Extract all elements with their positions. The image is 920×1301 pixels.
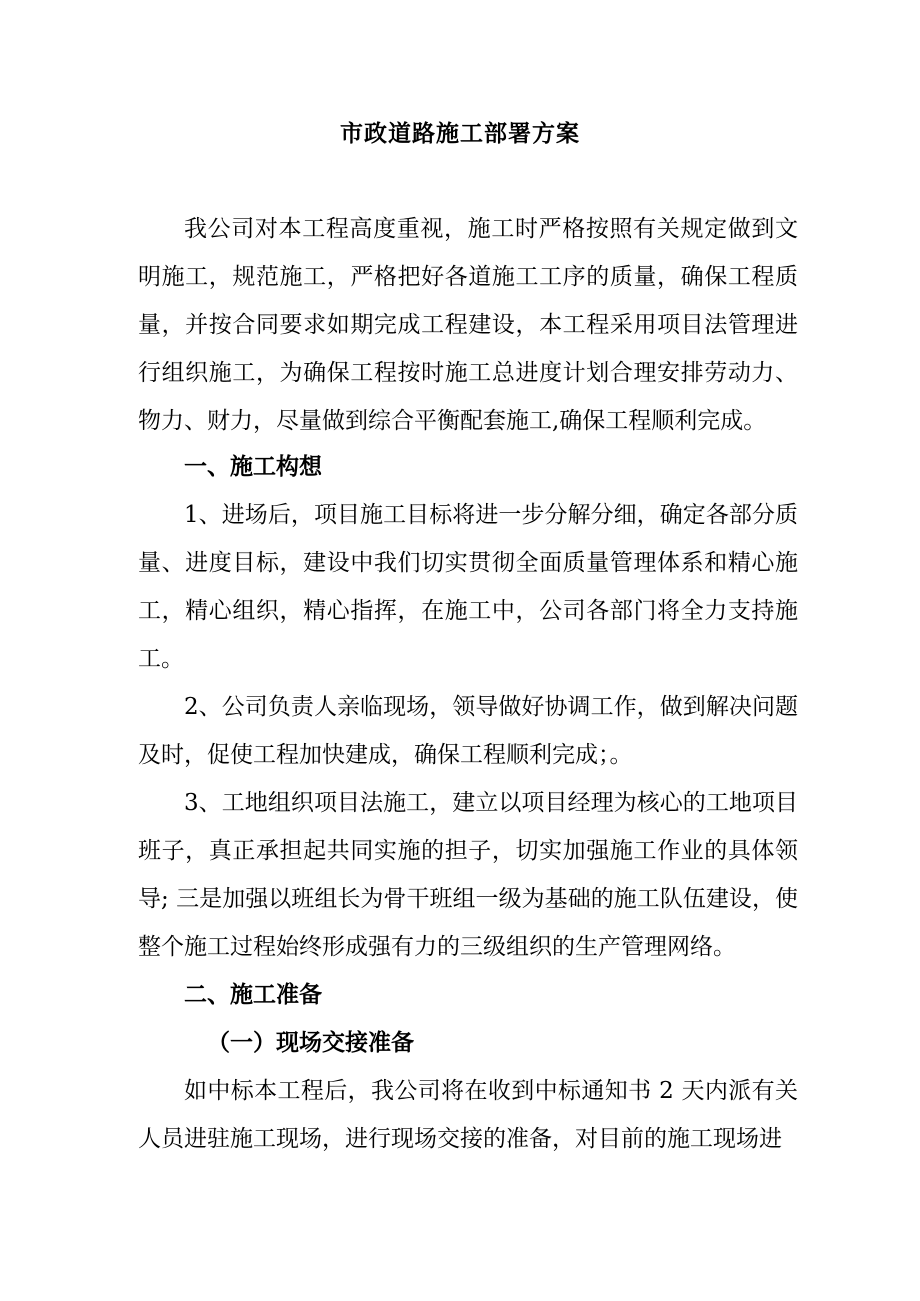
section-heading-1: 一、施工构想 bbox=[184, 453, 322, 480]
section1-item-1: 1、进场后，项目施工目标将进一步分解分细，确定各部分质量、进度目标，建设中我们切实贯彻全面质量管理体系和精心施工，精心组织，精心指挥，在施工中，公司各部门将全力支持施工。 bbox=[138, 502, 798, 672]
intro-block bbox=[138, 205, 798, 445]
body-block bbox=[138, 443, 798, 1163]
intro-paragraph: 我公司对本工程高度重视，施工时严格按照有关规定做到文明施工，规范施工，严格把好各道施工工序的质量，确保工程质量，并按合同要求如期完成工程建设，本工程采用项目法管理进行组织施工，为确保工程按时施工总进度计划合理安排劳动力、物力、财力，尽量做到综合平衡配套施工,确保工程顺利完成。 bbox=[138, 216, 798, 434]
section2-paragraph: 如中标本工程后，我公司将在收到中标通知书 2 天内派有关人员进驻施工现场，进行现场交接的准备，对目前的施工现场进 bbox=[138, 1078, 798, 1152]
section1-item-2: 2、公司负责人亲临现场，领导做好协调工作，做到解决问题及时，促使工程加快建成，确保工程顺利完成；。 bbox=[138, 694, 798, 768]
subsection-heading: （一）现场交接准备 bbox=[207, 1029, 414, 1056]
section-heading-2: 二、施工准备 bbox=[184, 981, 322, 1008]
section1-item-3: 3、工地组织项目法施工，建立以项目经理为核心的工地项目班子，真正承担起共同实施的担子，切实加强施工作业的具体领导; 三是加强以班组长为骨干班组一级为基础的施工队伍建设，使整个施工过程始终形成强有力的三级组织的生产管理网络。 bbox=[138, 790, 798, 960]
document-title: 市政道路施工部署方案 bbox=[340, 120, 580, 147]
